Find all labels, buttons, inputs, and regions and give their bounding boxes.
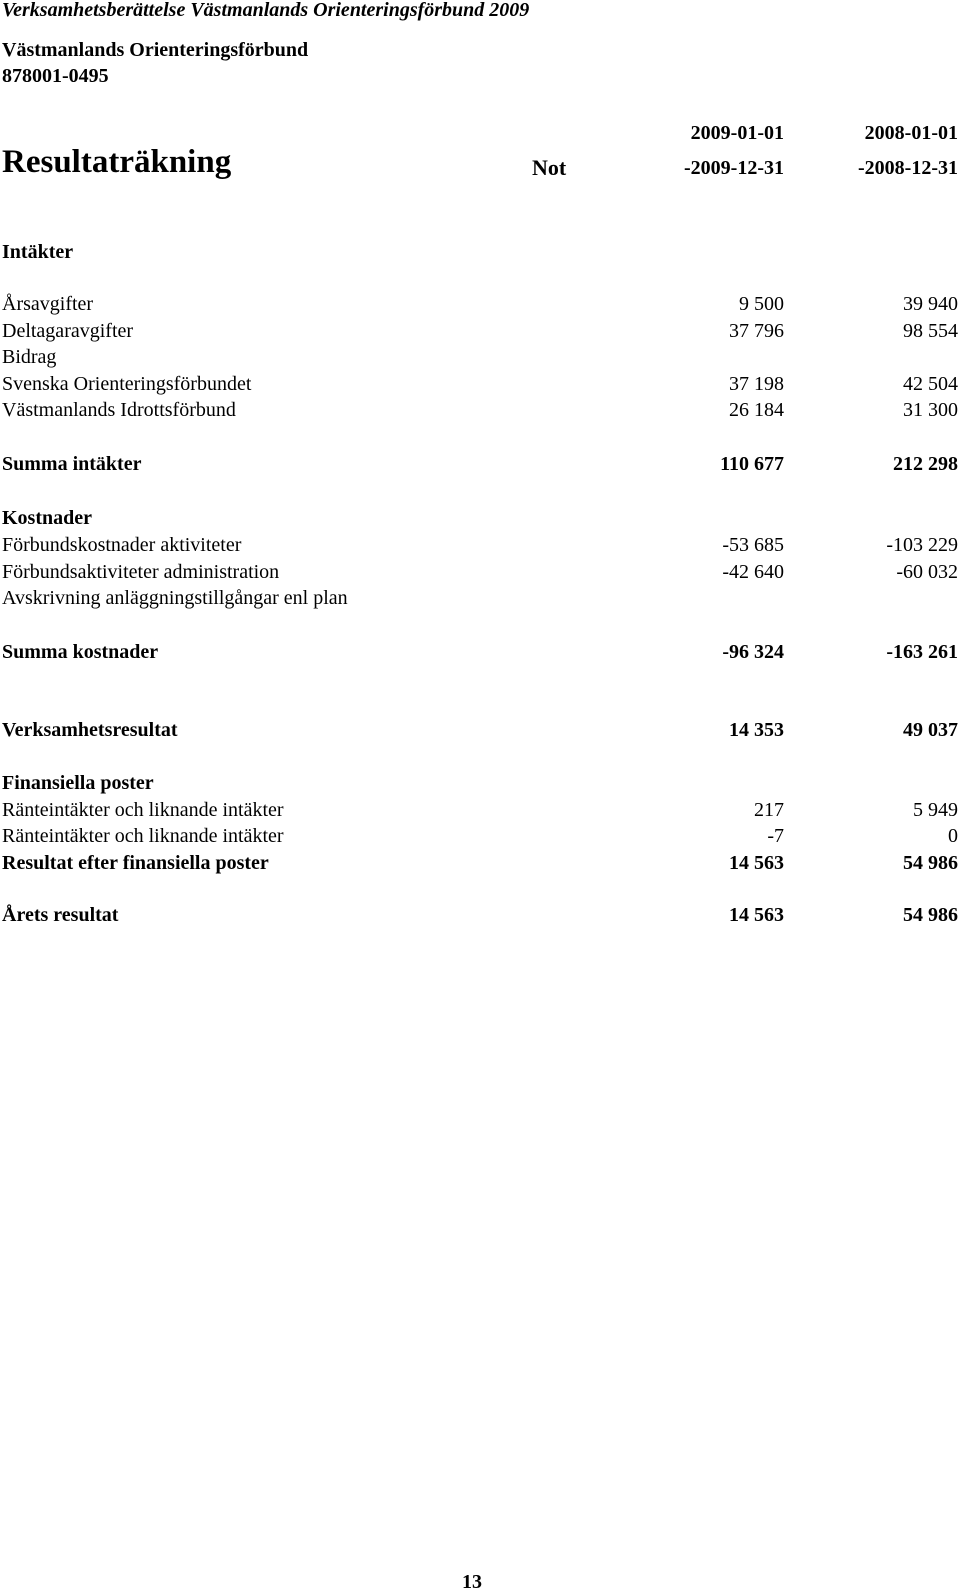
row-label: Resultat efter finansiella poster — [2, 852, 269, 874]
row-value-previous: 54 986 — [903, 904, 958, 926]
row-label: Förbundskostnader aktiviteter — [2, 534, 242, 556]
row-label: Ränteintäkter och liknande intäkter — [2, 799, 284, 821]
row-value-current: 217 — [754, 799, 784, 821]
row-value-previous: -163 261 — [886, 641, 958, 663]
row-label: Årsavgifter — [2, 293, 94, 315]
row-label: Kostnader — [2, 507, 92, 529]
row-label: Svenska Orienteringsförbundet — [2, 373, 252, 395]
row-label: Årets resultat — [2, 904, 119, 926]
organization-number: 878001-0495 — [2, 65, 109, 87]
row-label: Summa intäkter — [2, 453, 142, 475]
running-head: Verksamhetsberättelse Västmanlands Orienteringsförbund 2009 — [2, 0, 530, 21]
row-value-current: 14 563 — [729, 904, 784, 926]
row-value-previous: 39 940 — [903, 293, 958, 315]
row-value-current: -42 640 — [722, 561, 784, 583]
organization-name: Västmanlands Orienteringsförbund — [2, 39, 309, 61]
row-label: Summa kostnader — [2, 641, 159, 663]
row-value-current: 26 184 — [729, 399, 784, 421]
row-value-previous: -103 229 — [886, 534, 958, 556]
row-label: Avskrivning anläggningstillgångar enl plan — [2, 587, 348, 609]
period-previous-end: -2008-12-31 — [858, 157, 958, 179]
row-value-previous: 31 300 — [903, 399, 958, 421]
row-label: Verksamhetsresultat — [2, 719, 178, 741]
statement-title: Resultaträkning — [2, 144, 232, 180]
row-value-previous: 212 298 — [893, 453, 958, 475]
row-value-current: -7 — [767, 825, 784, 847]
row-value-current: -53 685 — [722, 534, 784, 556]
row-value-previous: 49 037 — [903, 719, 958, 741]
row-label: Intäkter — [2, 241, 74, 263]
note-column-header: Not — [532, 155, 567, 180]
row-label: Deltagaravgifter — [2, 320, 134, 342]
row-value-previous: 98 554 — [903, 320, 958, 342]
period-previous-start: 2008-01-01 — [864, 122, 958, 144]
row-value-current: 37 198 — [729, 373, 784, 395]
row-value-current: 14 563 — [729, 852, 784, 874]
row-label: Förbundsaktiviteter administration — [2, 561, 280, 583]
row-label: Bidrag — [2, 346, 57, 368]
row-value-current: -96 324 — [722, 641, 784, 663]
row-value-previous: 5 949 — [913, 799, 958, 821]
page-number: 13 — [462, 1571, 482, 1593]
row-value-previous: 54 986 — [903, 852, 958, 874]
row-value-current: 110 677 — [720, 453, 784, 475]
row-value-current: 37 796 — [729, 320, 784, 342]
period-current-start: 2009-01-01 — [690, 122, 784, 144]
row-label: Finansiella poster — [2, 772, 154, 794]
row-value-previous: 42 504 — [903, 373, 958, 395]
row-value-previous: 0 — [948, 825, 958, 847]
row-value-previous: -60 032 — [896, 561, 958, 583]
row-label: Västmanlands Idrottsförbund — [2, 399, 236, 421]
row-value-current: 14 353 — [729, 719, 784, 741]
row-label: Ränteintäkter och liknande intäkter — [2, 825, 284, 847]
row-value-current: 9 500 — [739, 293, 784, 315]
period-current-end: -2009-12-31 — [684, 157, 784, 179]
